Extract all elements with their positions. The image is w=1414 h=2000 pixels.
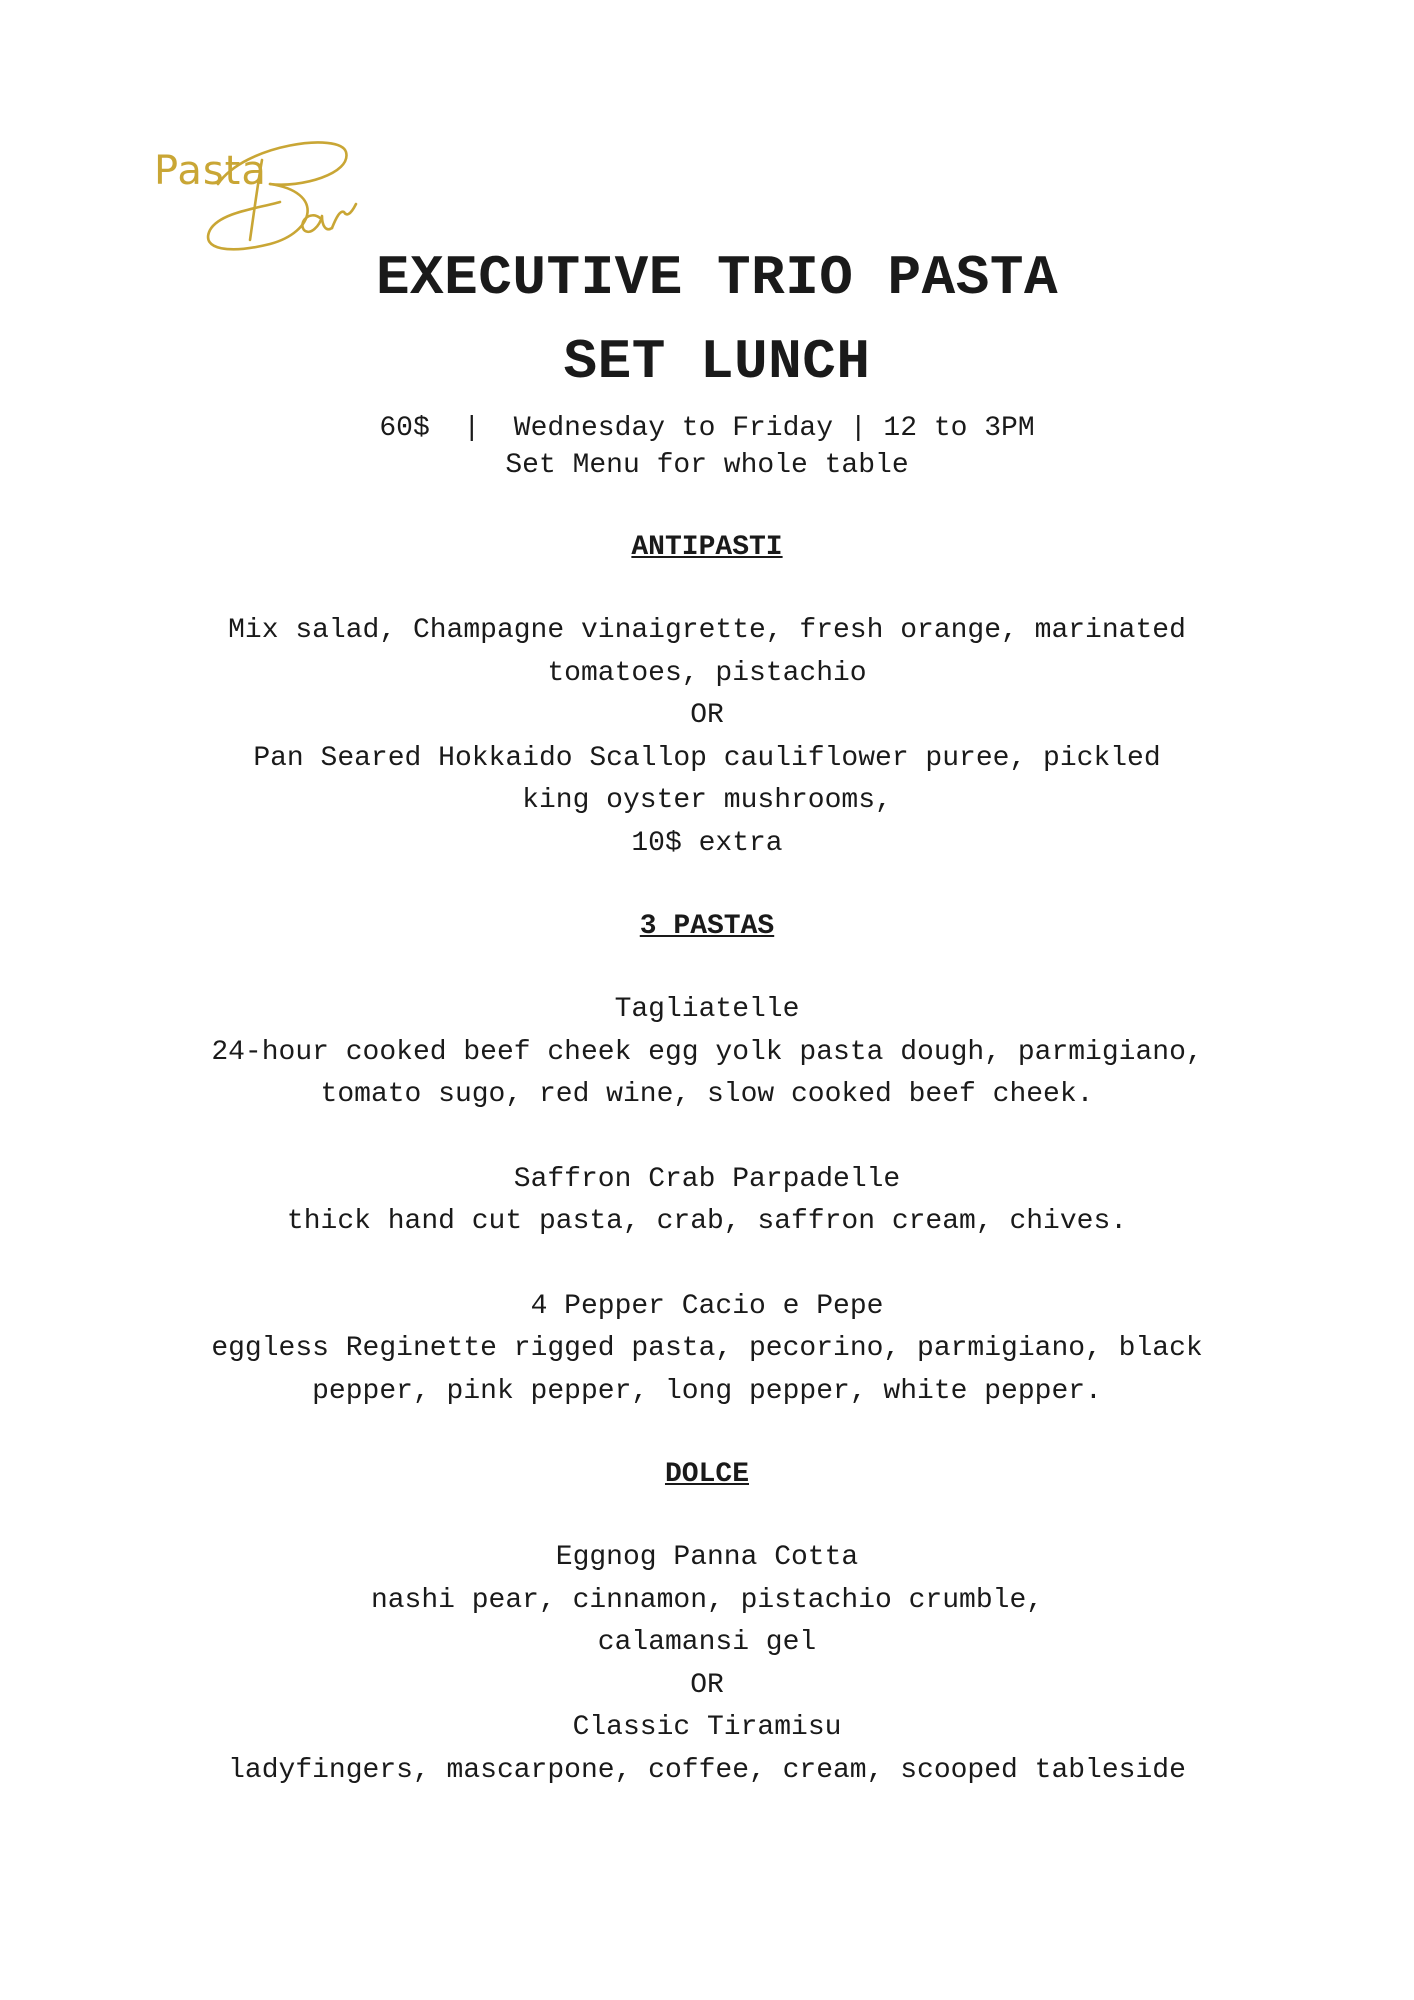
dolce-or: OR [690, 1669, 724, 1701]
antipasti-option-1-line-2: tomatoes, pistachio [547, 657, 867, 689]
pasta-dish-name: Saffron Crab Parpadelle [513, 1163, 901, 1195]
pasta-dish-desc: tomato sugo, red wine, slow cooked beef cheek. [320, 1079, 1094, 1110]
pasta-dish [0, 989, 1414, 1117]
logo-word: Pasta [154, 148, 267, 194]
pasta-dish [0, 1159, 1414, 1244]
pasta-dish [0, 1286, 1414, 1414]
title-line-1: EXECUTIVE TRIO PASTA [375, 246, 1059, 310]
pasta-dish-desc: pepper, pink pepper, long pepper, white pepper. [312, 1375, 1102, 1407]
info-line: 60$ | Wednesday to Friday | 12 to 3PM [379, 413, 1035, 444]
dolce-option-1-name: Eggnog Panna Cotta [555, 1542, 859, 1573]
antipasti-option-2-line-2: king oyster mushrooms, [522, 785, 892, 816]
dolce-option-1-line-1: nashi pear, cinnamon, pistachio crumble, [370, 1584, 1044, 1616]
dolce-option-2-line-1: ladyfingers, mascarpone, coffee, cream, scooped tableside [228, 1754, 1186, 1786]
antipasti-heading: ANTIPASTI [631, 532, 783, 563]
title-line-2: SET LUNCH [563, 330, 871, 394]
dolce-option-2-name: Classic Tiramisu [572, 1712, 842, 1743]
antipasti-or: OR [690, 700, 724, 731]
dolce-heading: DOLCE [664, 1459, 749, 1490]
antipasti-section [0, 610, 1414, 865]
dolce-section [0, 1537, 1414, 1792]
antipasti-option-2-price: 10$ extra [631, 827, 783, 859]
pasta-dish-desc: 24-hour cooked beef cheek egg yolk pasta dough, parmigiano, [211, 1036, 1203, 1068]
pasta-dish-desc: eggless Reginette rigged pasta, pecorino, parmigiano, black [211, 1333, 1203, 1364]
pastas-heading: 3 PASTAS [639, 911, 775, 942]
dolce-option-1-line-2: calamansi gel [597, 1627, 817, 1658]
pasta-dish-name: 4 Pepper Cacio e Pepe [530, 1290, 884, 1322]
menu-content [0, 236, 1414, 1792]
pasta-dish-desc: thick hand cut pasta, crab, saffron cream, chives. [286, 1206, 1128, 1237]
pasta-dish-name: Tagliatelle [614, 994, 800, 1025]
antipasti-option-1-line-1: Mix salad, Champagne vinaigrette, fresh orange, marinated [228, 615, 1186, 646]
antipasti-option-2-line-1: Pan Seared Hokkaido Scallop cauliflower puree, pickled [253, 742, 1161, 774]
price-and-hours [0, 410, 1414, 447]
menu-title [0, 236, 1414, 404]
set-menu-note: Set Menu for whole table [505, 450, 909, 481]
pastas-section [0, 989, 1414, 1413]
